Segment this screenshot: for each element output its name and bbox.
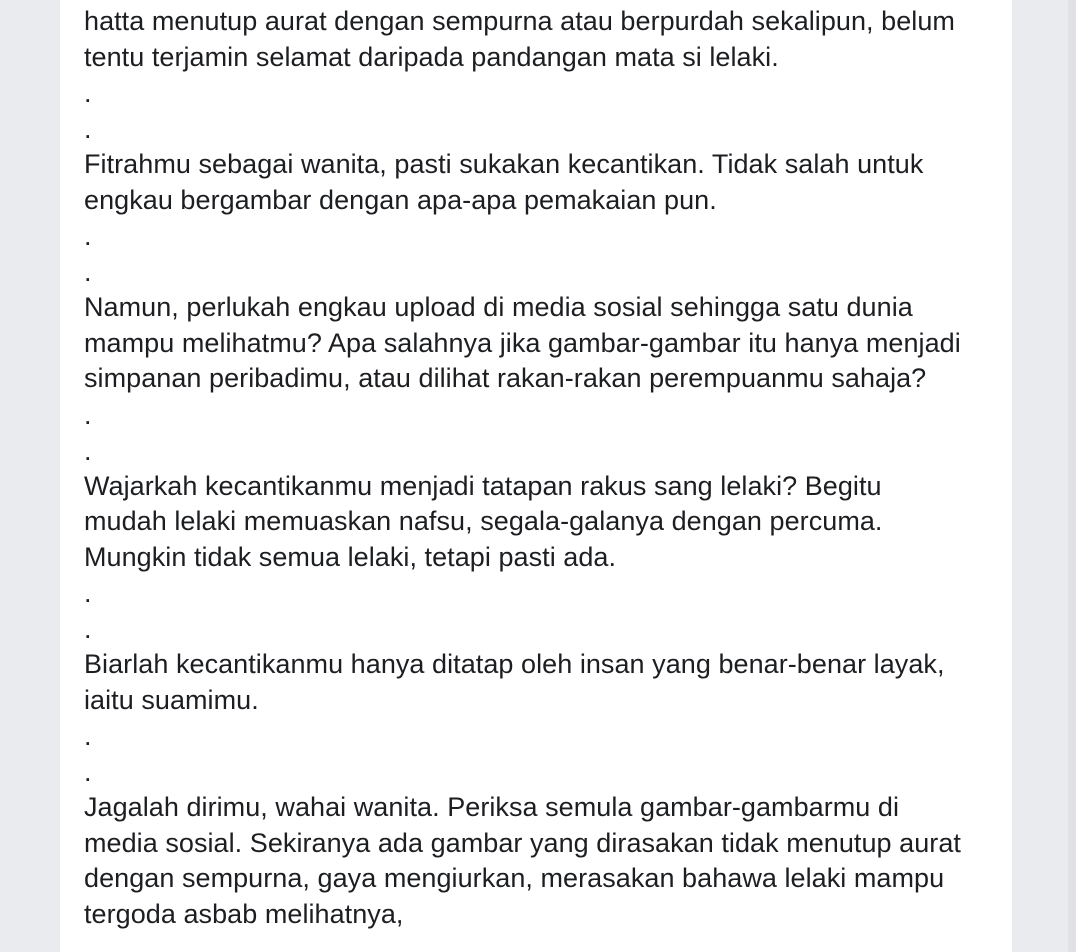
paragraph-6-line-3: dengan sempurna, gaya mengiurkan, merasakan bahawa lelaki mampu [84, 863, 945, 893]
paragraph-6 [84, 790, 994, 932]
right-scroll-edge [1068, 0, 1076, 952]
paragraph-6-line-2: media sosial. Sekiranya ada gambar yang dirasakan tidak menutup aurat [84, 827, 961, 858]
dot-separator: . [84, 757, 92, 787]
dot-separator: . [84, 614, 92, 644]
paragraph-1 [84, 4, 994, 75]
paragraph-3-line-1: Namun, perlukah engkau upload di media sosial sehingga satu dunia [84, 292, 913, 322]
paragraph-3 [84, 290, 994, 397]
paragraph-2 [84, 147, 994, 218]
paragraph-3-line-3: simpanan peribadimu, atau dilihat rakan-rakan perempuanmu sahaja? [84, 363, 927, 393]
dot-separator: . [84, 257, 92, 287]
dot-separator: . [84, 399, 92, 430]
dot-separator: . [84, 78, 92, 108]
left-background-gutter [0, 0, 60, 952]
paragraph-1-line-1: hatta menutup aurat dengan sempurna atau berpurdah sekalipun, belum [84, 6, 955, 36]
paragraph-4-line-1: Wajarkah kecantikanmu menjadi tatapan rakus sang lelaki? Begitu [84, 470, 882, 501]
paragraph-2-line-2: engkau bergambar dengan apa-apa pemakaian pun. [84, 184, 717, 215]
dot-separator: . [84, 435, 92, 466]
dot-separator: . [84, 578, 92, 608]
paragraph-6-line-4: tergoda asbab melihatnya, [84, 898, 404, 929]
right-background-gutter [1012, 0, 1076, 952]
dot-separator: . [84, 721, 92, 751]
paragraph-5-line-2: iaitu suamimu. [84, 684, 259, 715]
paragraph-3-line-2: mampu melihatmu? Apa salahnya jika gambar-gambar itu hanya menjadi [84, 327, 961, 358]
paragraph-1-line-2: tentu terjamin selamat daripada pandangan mata si lelaki. [84, 41, 779, 72]
dot-separator: . [84, 221, 92, 251]
post-text-body [84, 4, 994, 932]
paragraph-5 [84, 647, 994, 718]
paragraph-4 [84, 469, 994, 576]
paragraph-4-line-3: Mungkin tidak semua lelaki, tetapi pasti ada. [84, 541, 617, 572]
paragraph-4-line-2: mudah lelaki memuaskan nafsu, segala-galanya dengan percuma. [84, 506, 883, 536]
paragraph-5-line-1: Biarlah kecantikanmu hanya ditatap oleh insan yang benar-benar layak, [84, 649, 945, 679]
paragraph-2-line-1: Fitrahmu sebagai wanita, pasti sukakan kecantikan. Tidak salah untuk [84, 149, 924, 179]
dot-separator: . [84, 114, 92, 144]
post-card [60, 0, 1012, 952]
paragraph-6-line-1: Jagalah dirimu, wahai wanita. Periksa semula gambar-gambarmu di [84, 792, 900, 822]
